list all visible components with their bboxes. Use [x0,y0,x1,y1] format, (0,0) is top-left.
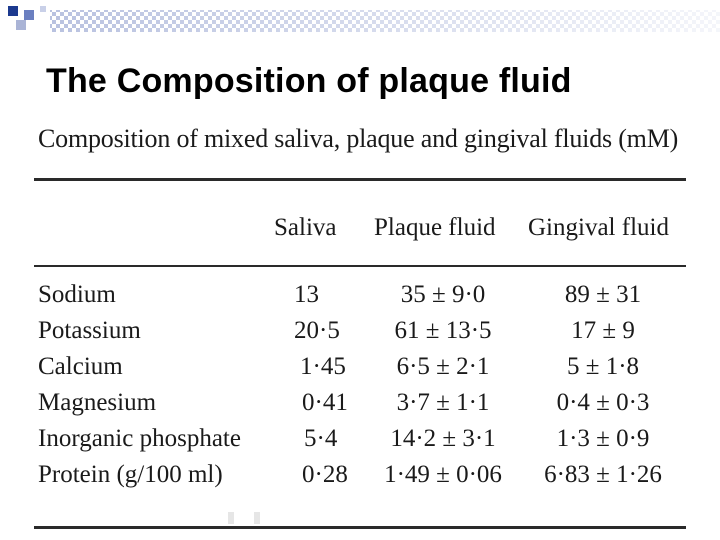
header-block-light-2 [40,6,46,12]
table-row [28,314,698,348]
plaque-fluid-value: 61 ± 13·5 [394,317,492,344]
header-block-dark [8,6,18,16]
saliva-value: 13 [294,281,319,308]
table-rule-bottom [34,526,686,529]
slide-header-decoration [0,0,720,40]
slide-title: The Composition of plaque fluid [46,62,572,100]
gingival-fluid-value: 5 ± 1·8 [566,353,640,380]
table-rule-middle [34,265,686,267]
table-row [28,422,698,456]
scan-artifact [254,512,260,524]
saliva-value: 5·4 [304,425,338,452]
row-label: Magnesium [38,389,157,416]
table-row [28,278,698,312]
table-caption: Composition of mixed saliva, plaque and gingival fluids (mM) [38,124,679,153]
saliva-value: 1·45 [300,353,346,380]
header-checker-fade [50,10,720,32]
table-row [28,386,698,420]
row-label: Potassium [38,317,141,344]
scanned-table [28,112,698,537]
row-label: Inorganic phosphate [38,425,241,452]
saliva-value: 0·41 [302,389,348,416]
column-header-gingival-fluid: Gingival fluid [528,214,669,241]
saliva-value: 20·5 [294,317,340,344]
row-label: Sodium [38,281,116,308]
gingival-fluid-value: 6·83 ± 1·26 [544,461,662,488]
saliva-value: 0·28 [302,461,348,488]
gingival-fluid-value: 17 ± 9 [571,317,635,344]
plaque-fluid-value: 1·49 ± 0·06 [384,461,502,488]
plaque-fluid-value: 6·5 ± 2·1 [396,353,490,380]
table-rule-top [34,178,686,181]
gingival-fluid-value: 1·3 ± 0·9 [556,425,650,452]
row-label: Protein (g/100 ml) [38,461,223,488]
header-block-light [16,20,26,30]
plaque-fluid-value: 3·7 ± 1·1 [396,389,490,416]
table-row [28,458,698,492]
gingival-fluid-value: 0·4 ± 0·3 [556,389,650,416]
gingival-fluid-value: 89 ± 31 [564,281,642,308]
header-block-mid [24,10,34,20]
plaque-fluid-value: 35 ± 9·0 [400,281,486,308]
column-header-plaque-fluid: Plaque fluid [374,214,496,241]
table-row [28,350,698,384]
column-header-saliva: Saliva [274,214,337,241]
plaque-fluid-value: 14·2 ± 3·1 [390,425,496,452]
row-label: Calcium [38,353,123,380]
scan-artifact [228,512,234,524]
